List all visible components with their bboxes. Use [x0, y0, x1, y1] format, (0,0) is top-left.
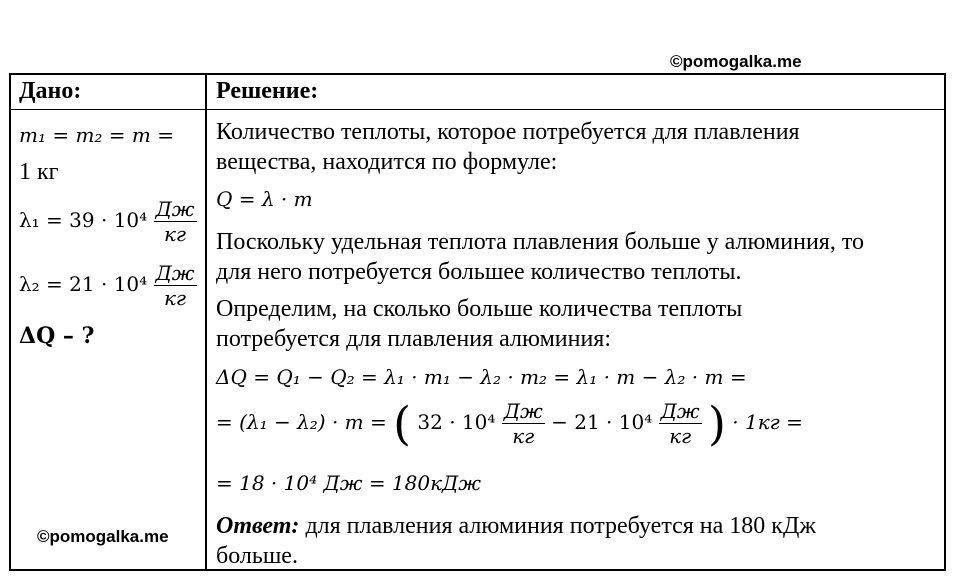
solution-p2-line1: Поскольку удельная теплота плавления больше у алюминия, то [216, 229, 865, 255]
given-mass-value: 1 кг [19, 159, 59, 185]
lambda1-unit-num: Дж [155, 197, 195, 221]
eq2-term2: − 21 · 10⁴ [551, 410, 653, 434]
watermark-bottom: ©pomogalka.me [37, 527, 169, 546]
lambda2-unit-den: кг [163, 286, 187, 310]
answer-label: Ответ: [216, 513, 300, 539]
given-question [19, 323, 94, 349]
eq2-unit2 [659, 399, 702, 448]
given-header: Дано: [19, 78, 82, 104]
solution-p2-line2: для него потребуется большее количество теплоты. [216, 259, 742, 285]
left-paren: ( [393, 396, 412, 451]
right-paren: ) [707, 396, 726, 451]
eq2-unit1-num: Дж [503, 399, 543, 423]
solution-p1-line2: вещества, находится по формуле: [216, 149, 558, 175]
lambda1-unit-den: кг [163, 222, 187, 246]
given-lambda2 [19, 261, 197, 310]
eq2-unit1-den: кг [512, 424, 535, 448]
answer-line1 [216, 511, 816, 542]
solution-p3-line1: Определим, на сколько больше количества теплоты [216, 296, 743, 322]
equation-line2-pre: = (λ₁ − λ₂) · m = [216, 410, 387, 434]
formula-heat-of-fusion [216, 187, 313, 211]
equation-line2-post: · 1кг = [732, 410, 803, 434]
equation-line3-text: = 18 · 10⁴ Дж = 180кДж [216, 471, 482, 495]
given-lambda1 [19, 197, 197, 246]
answer-text: для плавления алюминия потребуется на 180 кДж [305, 513, 816, 539]
given-mass-equation [19, 123, 174, 147]
given-question-text: ΔQ – ? [19, 323, 95, 349]
answer-line2: больше. [216, 543, 298, 569]
eq2-unit2-den: кг [669, 424, 692, 448]
solution-header: Решение: [216, 78, 319, 104]
equation-line3 [216, 471, 481, 495]
solution-table [9, 73, 946, 571]
lambda1-lhs: λ₁ = 39 · 10⁴ [19, 208, 148, 232]
given-column [11, 75, 203, 569]
eq2-term1: 32 · 10⁴ [417, 410, 496, 434]
formula1-text: Q = λ · m [216, 187, 313, 211]
equation-line1 [216, 365, 747, 389]
equation-line1-text: ΔQ = Q₁ − Q₂ = λ₁ · m₁ − λ₂ · m₂ = λ₁ · m − λ₂ · m = [216, 365, 747, 389]
lambda2-unit-num: Дж [155, 261, 195, 285]
solution-column [207, 75, 944, 569]
lambda2-lhs: λ₂ = 21 · 10⁴ [19, 272, 148, 296]
equation-line2 [216, 396, 803, 451]
lambda2-unit [154, 261, 197, 310]
given-mass-line: m₁ = m₂ = m = [19, 123, 174, 147]
watermark-top: ©pomogalka.me [670, 52, 802, 71]
solution-p3-line2: потребуется для плавления алюминия: [216, 326, 612, 352]
eq2-unit2-num: Дж [660, 399, 700, 423]
eq2-unit1 [502, 399, 545, 448]
solution-p1-line1: Количество теплоты, которое потребуется для плавления [216, 119, 800, 145]
lambda1-unit [154, 197, 197, 246]
